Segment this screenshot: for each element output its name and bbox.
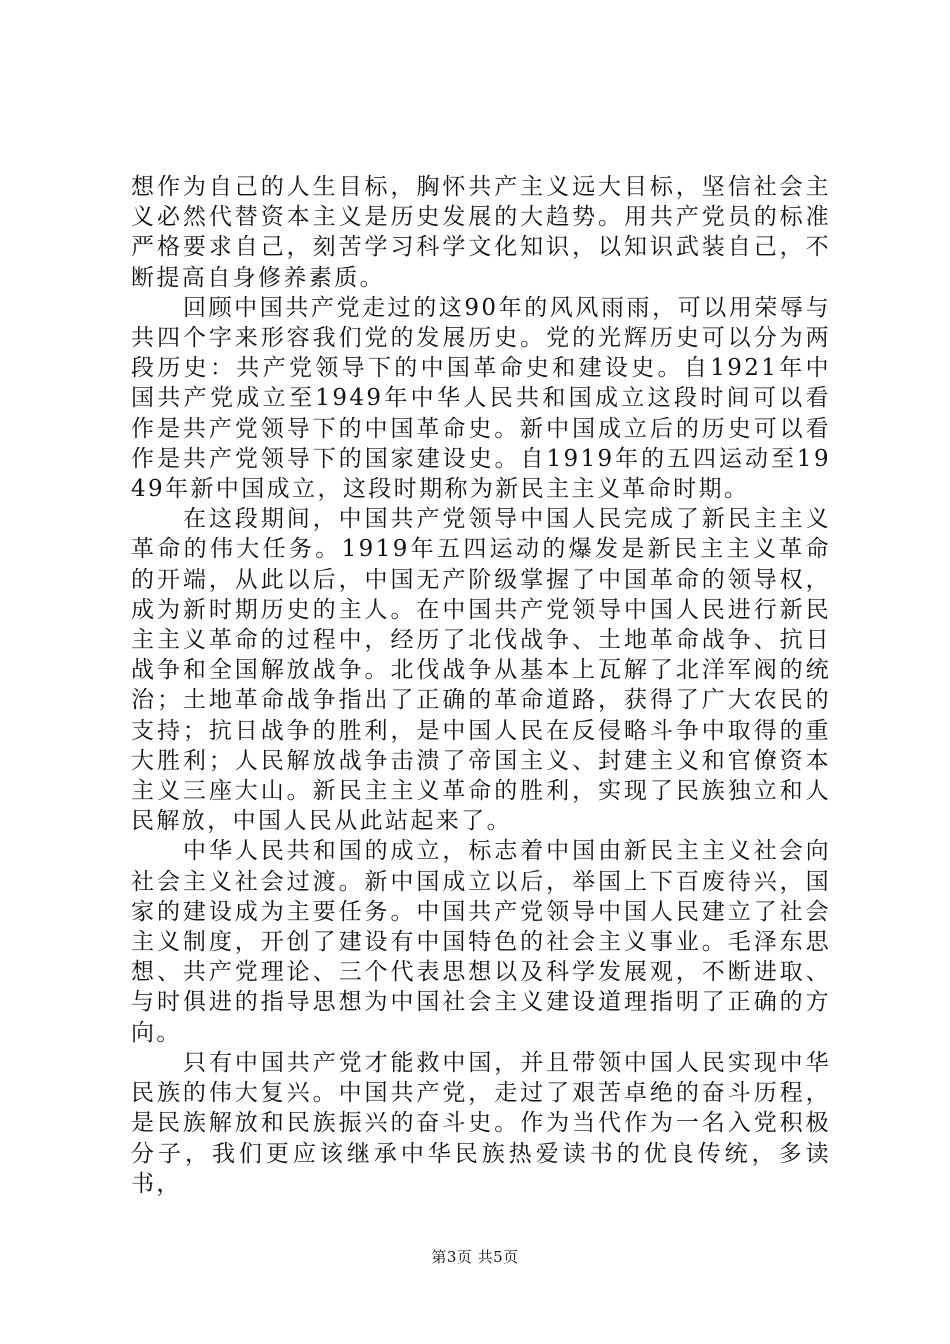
paragraph-4: 中华人民共和国的成立，标志着中国由新民主主义社会向社会主义社会过渡。新中国成立以后，举国上下百废待兴，国家的建设成为主要任务。中国共产党领导中国人民建立了社会主义制度，开创了建设有中国特色的社会主义事业。毛泽东思想、共产党理论、三个代表思想以及科学发展观，不断进取、与时俱进的指导思想为中国社会主义建设道理指明了正确的方向。 [131, 838, 831, 1046]
paragraph-2: 回顾中国共产党走过的这90年的风风雨雨，可以用荣辱与共四个字来形容我们党的发展历史。党的光辉历史可以分为两段历史：共产党领导下的中国革命史和建设史。自1921年中国共产党成立至1949年中华人民共和国成立这段时间可以看作是共产党领导下的中国革命史。新中国成立后的历史可以看作是共产党领导下的国家建设史。自1919年的五四运动至1949年新中国成立，这段时期称为新民主主义革命时期。 [131, 294, 831, 503]
body-text [131, 172, 831, 1199]
page-number-footer: 第3页 共5页 [431, 1248, 519, 1266]
paragraph-5: 只有中国共产党才能救中国，并且带领中国人民实现中华民族的伟大复兴。中国共产党，走过了艰苦卓绝的奋斗历程，是民族解放和民族振兴的奋斗史。作为当代作为一名入党积极分子，我们更应该继承中华民族热爱读书的优良传统，多读书， [131, 1049, 831, 1197]
paragraph-1: 想作为自己的人生目标，胸怀共产主义远大目标，坚信社会主义必然代替资本主义是历史发展的大趋势。用共产党员的标准严格要求自己，刻苦学习科学文化知识，以知识武装自己，不断提高自身修养素质。 [131, 174, 831, 291]
paragraph-3: 在这段期间，中国共产党领导中国人民完成了新民主主义革命的伟大任务。1919年五四运动的爆发是新民主主义革命的开端，从此以后，中国无产阶级掌握了中国革命的领导权，成为新时期历史的主人。在中国共产党领导中国人民进行新民主主义革命的过程中，经历了北伐战争、土地革命战争、抗日战争和全国解放战争。北伐战争从基本上瓦解了北洋军阀的统治；土地革命战争指出了正确的革命道路，获得了广大农民的支持；抗日战争的胜利，是中国人民在反侵略斗争中取得的重大胜利；人民解放战争击溃了帝国主义、封建主义和官僚资本主义三座大山。新民主主义革命的胜利，实现了民族独立和人民解放，中国人民从此站起来了。 [131, 506, 831, 835]
